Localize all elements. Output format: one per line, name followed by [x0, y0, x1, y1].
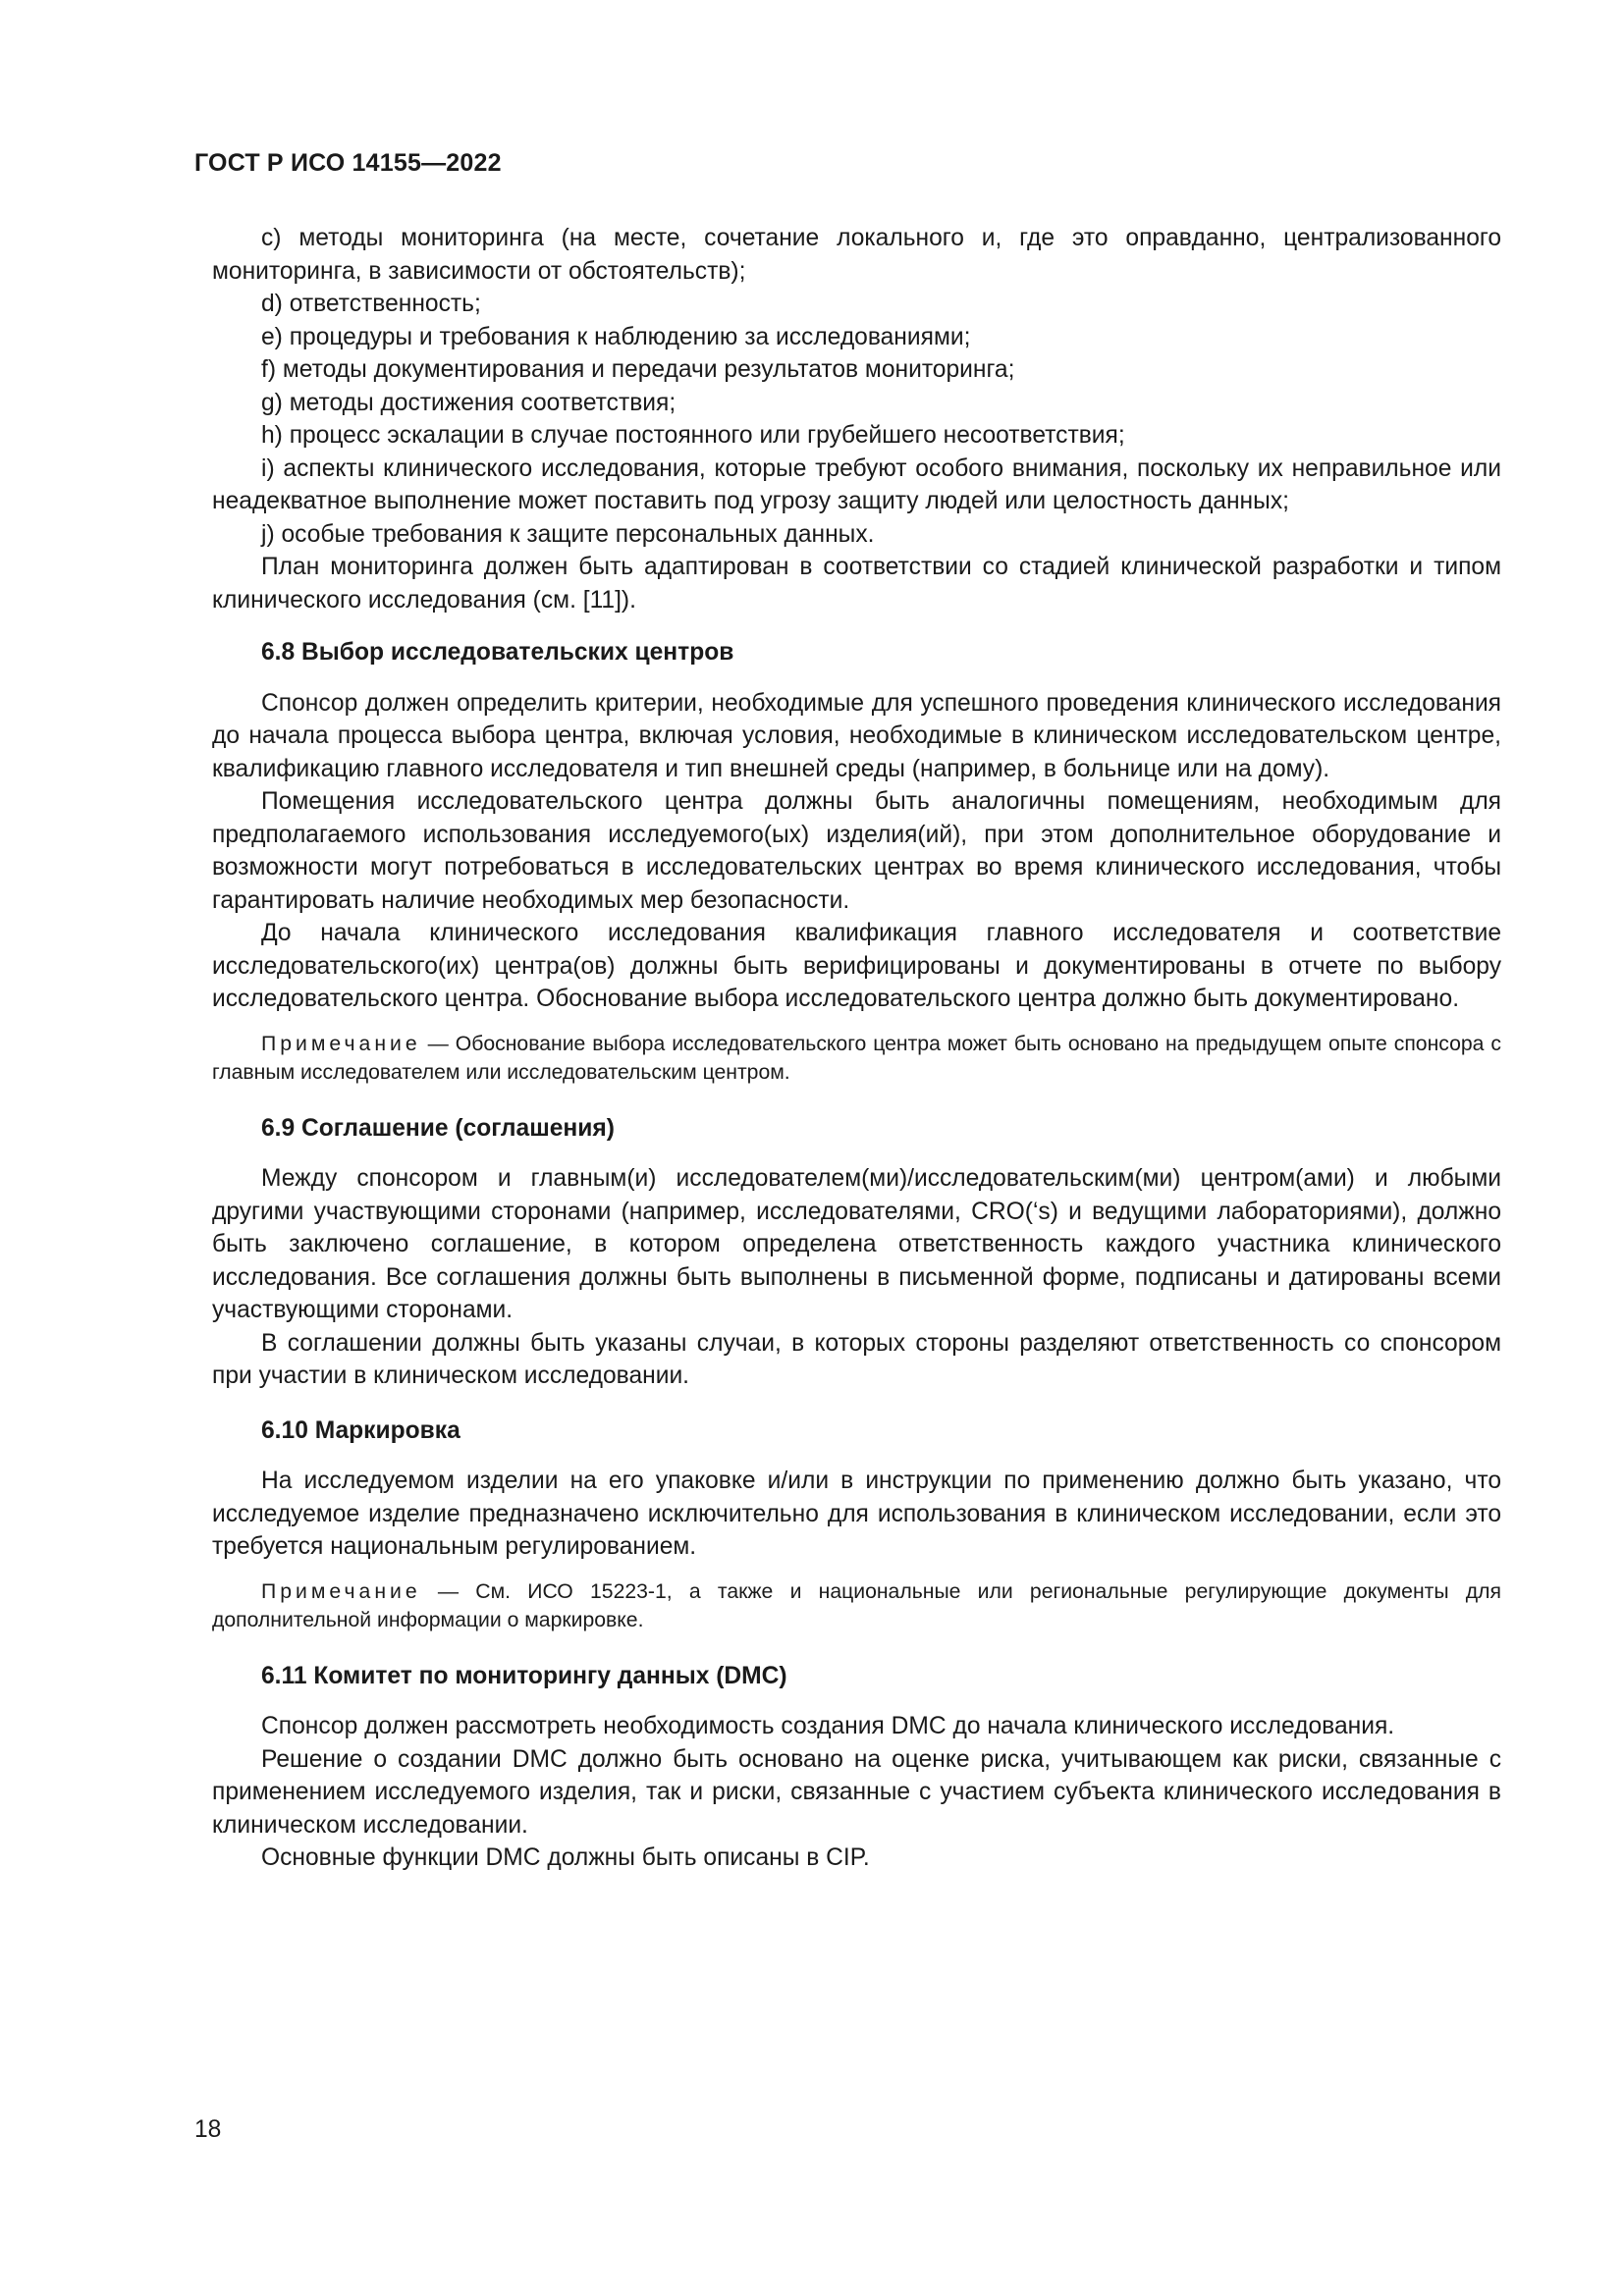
list-item: i) аспекты клинического исследования, которые требуют особого внимания, поскольку их неправильное или неадекватное выполнение может поставить под угрозу защиту людей или целостность данных; [212, 454, 1501, 514]
note-label: Примечание [261, 1032, 421, 1055]
list-item: d) ответственность; [261, 291, 481, 317]
list-item: f) методы документирования и передачи результатов мониторинга; [261, 356, 1015, 383]
list-item: g) методы достижения соответствия; [261, 389, 677, 416]
paragraph: На исследуемом изделии на его упаковке и/или в инструкции по применению должно быть указано, что исследуемое изделие предназначено исключительно для использования в клиническом исследовании, если это требуется национальным регулированием. [212, 1468, 1501, 1560]
list-item: e) процедуры и требования к наблюдению за исследованиями; [261, 323, 971, 350]
paragraph: Спонсор должен рассмотреть необходимость создания DMC до начала клинического исследования. [261, 1713, 1395, 1739]
page-header: ГОСТ Р ИСО 14155—2022 [194, 149, 502, 177]
paragraph: Основные функции DMC должны быть описаны в CIP. [261, 1844, 870, 1871]
note-label: Примечание [261, 1579, 421, 1603]
list-item: c) методы мониторинга (на месте, сочетание локального и, где это оправданно, централизованного мониторинга, в зависимости от обстоятельств); [212, 225, 1501, 285]
list-item: h) процесс эскалации в случае постоянного или грубейшего несоответствия; [261, 422, 1125, 449]
paragraph: В соглашении должны быть указаны случаи, в которых стороны разделяют ответственность со спонсором при участии в клиническом исследовании. [212, 1329, 1501, 1389]
paragraph: План мониторинга должен быть адаптирован в соответствии со стадией клинической разработки и типом клинического исследования (см. [11]). [212, 554, 1501, 614]
note-text: — Обоснование выбора исследовательского центра может быть основано на предыдущем опыте спонсора с главным исследователем или исследовательским центром. [212, 1032, 1501, 1084]
list-item: j) особые требования к защите персональных данных. [261, 520, 875, 548]
page-number: 18 [194, 2116, 222, 2143]
paragraph: Спонсор должен определить критерии, необходимые для успешного проведения клинического исследования до начала процесса выбора центра, включая условия, необходимые в клиническом исследовательском центре, квалификацию главного исследователя и тип внешней среды (например, в больнице или на дому). [212, 689, 1501, 782]
section-heading-6-11: 6.11 Комитет по мониторингу данных (DMC) [261, 1662, 787, 1689]
section-heading-6-10: 6.10 Маркировка [261, 1416, 460, 1444]
paragraph: Между спонсором и главным(и) исследователем(ми)/исследовательским(ми) центром(ами) и любыми другими участвующими сторонами (например, исследователями, CRO(‘s) и ведущими лабораториями), должно быть заключено соглашение, в котором определена ответственность каждого участника клинического исследования. Все соглашения должны быть выполнены в письменной форме, подписаны и датированы всеми участвующими сторонами. [212, 1165, 1501, 1323]
paragraph: Решение о создании DMC должно быть основано на оценке риска, учитывающем как риски, связанные с применением исследуемого изделия, так и риски, связанные с участием субъекта клинического исследования в клиническом исследовании. [212, 1745, 1501, 1839]
page-content [212, 222, 1501, 1875]
note [212, 1030, 1501, 1087]
note-text: — См. ИСО 15223-1, а также и национальные или региональные регулирующие документы для дополнительной информации о маркировке. [212, 1579, 1501, 1631]
section-heading-6-9: 6.9 Соглашение (соглашения) [261, 1114, 615, 1142]
note [212, 1577, 1501, 1634]
section-heading-6-8: 6.8 Выбор исследовательских центров [261, 639, 734, 666]
paragraph: До начала клинического исследования квалификация главного исследователя и соответствие исследовательского(их) центра(ов) должны быть верифицированы и документированы в отчете по выбору исследовательского центра. Обоснование выбора исследовательского центра должно быть документировано. [212, 920, 1501, 1012]
paragraph: Помещения исследовательского центра должны быть аналогичны помещениям, необходимым для предполагаемого использования исследуемого(ых) изделия(ий), при этом дополнительное оборудование и возможности могут потребоваться в исследовательских центрах во время клинического исследования, чтобы гарантировать наличие необходимых мер безопасности. [212, 788, 1501, 914]
